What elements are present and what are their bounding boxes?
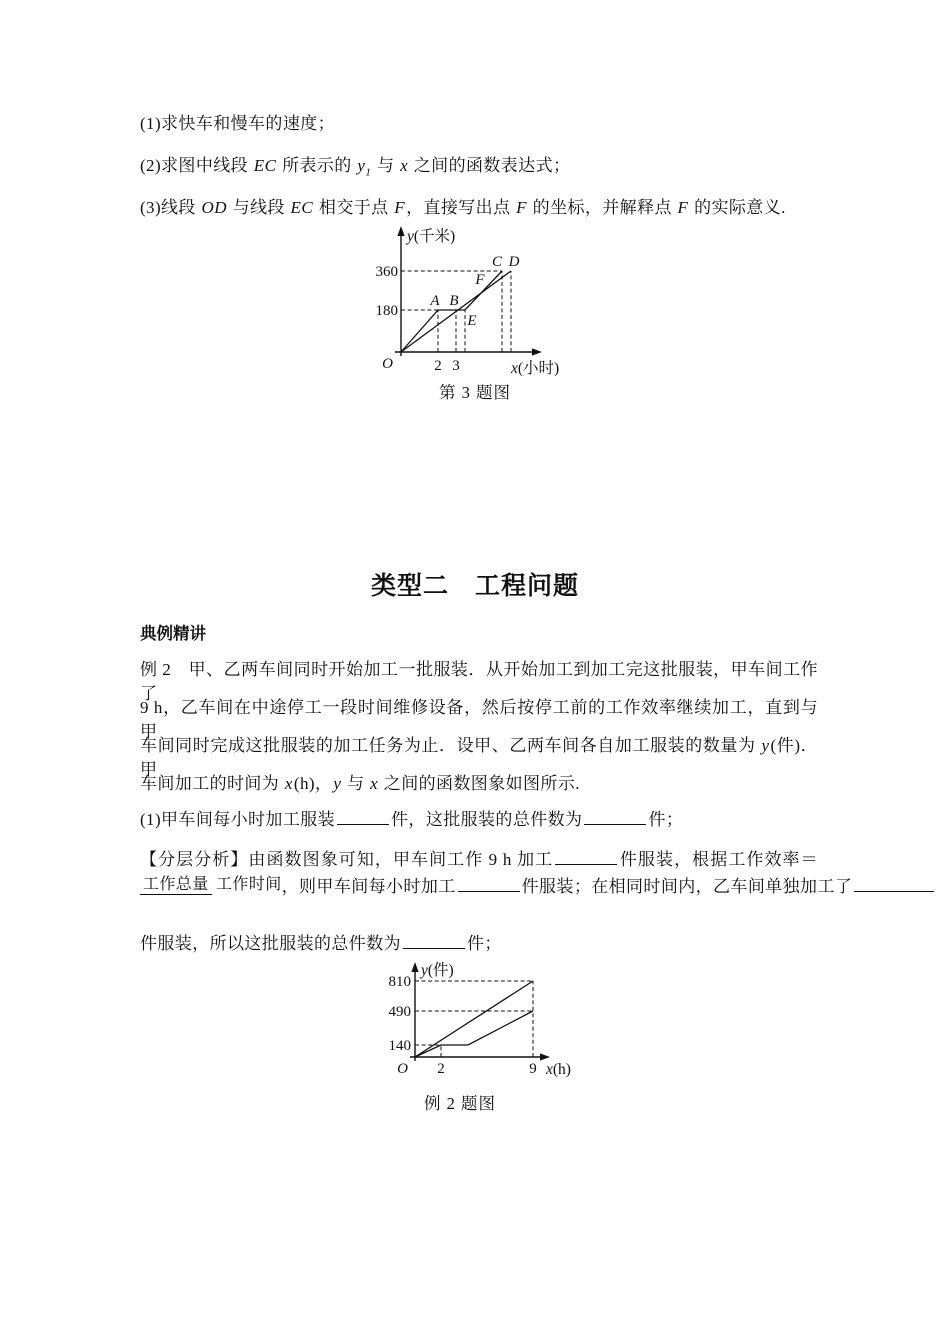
blank-underline: [854, 876, 934, 892]
var-y: y: [357, 156, 366, 175]
section-heading: 类型二 工程问题: [370, 572, 579, 600]
var-F: F: [677, 198, 689, 217]
example2-line3-text: (件)．甲: [140, 736, 818, 779]
x-axis-label: x(小时): [511, 360, 560, 376]
y-tick-140: 140: [388, 1038, 411, 1054]
question-3-text: 的实际意义.: [689, 198, 786, 217]
y-tick-810: 810: [388, 974, 411, 990]
question-2-text: 与: [372, 156, 400, 175]
x-axis-label: x(h): [546, 1061, 571, 1078]
var-OD: OD: [201, 198, 228, 217]
x-tick-3: 3: [452, 358, 460, 374]
var-y: y: [333, 774, 342, 793]
var-x: x: [284, 774, 293, 793]
blank-underline: [458, 876, 520, 892]
example2-line1: 例 2 甲、乙两车间同时开始加工一批服装．从开始加工到加工完这批服装，甲车间工作了: [140, 660, 818, 703]
example2-question1-text: 件；: [648, 810, 684, 829]
y-tick-360: 360: [375, 264, 398, 280]
question-3-text: 与线段: [228, 198, 290, 217]
point-D-label: D: [508, 254, 520, 270]
var-x: x: [400, 156, 409, 175]
question-2: [140, 154, 570, 184]
analysis-line2-text: ，则甲车间每小时加工: [281, 877, 456, 896]
blank-underline: [584, 809, 646, 825]
fast-car-line: [401, 271, 502, 352]
example2-question1: [140, 808, 683, 832]
analysis-line2-text: [282, 872, 937, 897]
y-axis-arrow-icon: [397, 226, 404, 236]
var-y: y: [761, 736, 770, 755]
x-tick-9: 9: [529, 1061, 537, 1077]
fraction-numerator: 工作总量: [140, 876, 212, 895]
var-F: F: [516, 198, 528, 217]
example2-question1-text: (1)甲车间每小时加工服装: [140, 810, 336, 829]
x-axis-arrow-icon: [540, 1053, 550, 1060]
example2-line4-text: 与: [342, 774, 370, 793]
point-E-label: E: [467, 313, 477, 329]
point-F-label: F: [475, 272, 485, 288]
question-3-text: 相交于点: [314, 198, 394, 217]
example2-line4-text: 车间加工的时间为: [140, 774, 284, 793]
question-1: [140, 112, 335, 136]
var-x: x: [370, 774, 379, 793]
analysis-line1-text: 【分层分析】由函数图象可知，甲车间工作 9 h 加工: [140, 850, 554, 869]
analysis-line2: [140, 872, 936, 897]
analysis-line3: [140, 932, 502, 956]
var-EC: EC: [253, 156, 277, 175]
origin-label: O: [397, 1061, 408, 1077]
example2-line4-text: (h)，: [293, 774, 333, 793]
analysis-line3-text: 件服装，所以这批服装的总件数为: [140, 934, 401, 953]
y-tick-180: 180: [375, 303, 398, 319]
analysis-line3-text: 件；: [467, 934, 502, 953]
workshop-jia-line: [415, 981, 533, 1057]
analysis-line2-text: 件服装；在相同时间内，乙车间单独加工了: [521, 877, 853, 896]
work-rate-fraction: [140, 874, 282, 896]
workshop-yi-line: [415, 1011, 533, 1057]
var-y1: [356, 156, 372, 179]
question-1-text: (1)求快车和慢车的速度；: [140, 114, 336, 133]
origin-label: O: [382, 356, 393, 372]
question-3-text: ，直接写出点: [406, 198, 516, 217]
example2-line4: [140, 772, 580, 796]
subscript-1: 1: [365, 166, 372, 179]
x-tick-2: 2: [437, 1061, 445, 1077]
point-A-label: A: [430, 293, 440, 309]
example2-question1-text: 件，这批服装的总件数为: [391, 810, 583, 829]
point-B-label: B: [449, 293, 459, 309]
blank-underline: [403, 933, 465, 949]
section-subheading: 典例精讲: [140, 625, 206, 643]
x-tick-2: 2: [434, 358, 442, 374]
y-axis-label: y(件): [421, 962, 454, 979]
question-2-text: (2)求图中线段: [140, 156, 253, 175]
y-axis-label: y(千米): [407, 228, 456, 245]
blank-underline: [555, 849, 617, 865]
example2-plot: [378, 960, 593, 1085]
question-3-text: 的坐标，并解释点: [528, 198, 677, 217]
slow-car-line: [401, 271, 511, 352]
fraction-denominator: 工作时间: [216, 875, 282, 893]
point-C-label: C: [491, 254, 503, 270]
analysis-line1: [140, 848, 818, 872]
example2-line2: 9 h，乙车间在中途停工一段时间维修设备，然后按停工前的工作效率继续加工，直到与甲: [140, 698, 818, 741]
figure3-plot: [355, 224, 635, 376]
example2-line3-text: 车间同时完成这批服装的加工任务为止．设甲、乙两车间各自加工服装的数量为: [140, 736, 761, 755]
question-3-text: (3)线段: [140, 198, 201, 217]
y-axis-arrow-icon: [411, 962, 418, 972]
question-3: [140, 196, 786, 220]
var-EC: EC: [290, 198, 314, 217]
example2-line4-text: 之间的函数图象如图所示.: [379, 774, 580, 793]
blank-underline: [337, 809, 389, 825]
figure3-caption: 第 3 题图: [439, 383, 511, 402]
question-2-text: 之间的函数表达式；: [409, 156, 571, 175]
x-axis-arrow-icon: [532, 348, 542, 355]
example2-figure-caption: 例 2 题图: [424, 1094, 496, 1113]
question-2-text: 所表示的: [277, 156, 357, 175]
analysis-line1-text: 件服装，根据工作效率＝: [619, 850, 819, 869]
var-F: F: [394, 198, 406, 217]
y-tick-490: 490: [388, 1004, 411, 1020]
